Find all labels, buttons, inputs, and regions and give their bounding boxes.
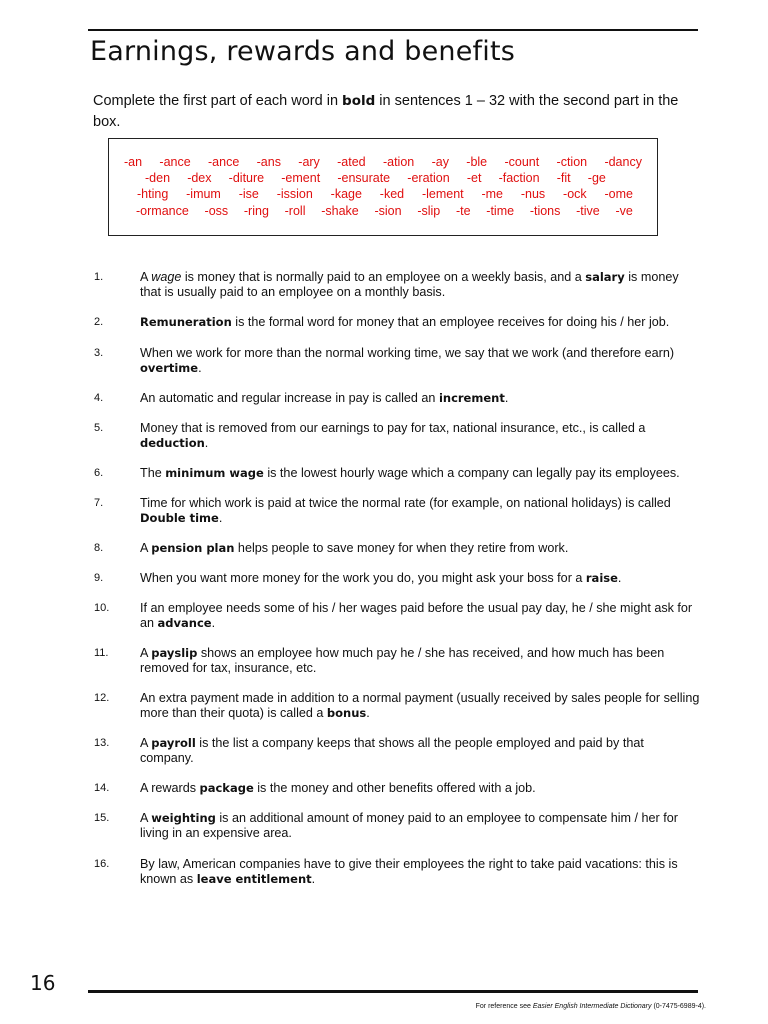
- question-text: [140, 496, 700, 526]
- question-number: 6.: [94, 467, 104, 479]
- word-ending: -ome: [604, 187, 633, 201]
- reference-pre: For reference see: [475, 1003, 533, 1010]
- reference-footer: [476, 1003, 706, 1010]
- word-ending: -shake: [321, 204, 359, 218]
- key-term: bonus: [326, 706, 367, 720]
- word-ending: -dex: [187, 171, 212, 185]
- key-term: weighting: [151, 811, 216, 825]
- word-ending: -ble: [466, 155, 488, 169]
- word-ending: -te: [455, 204, 471, 218]
- word-ending: -tions: [529, 204, 561, 218]
- word-ending: -ans: [256, 155, 281, 169]
- question-text: [140, 315, 700, 330]
- word-ending: -count: [504, 155, 540, 169]
- word-ending: -dancy: [604, 155, 642, 169]
- bottom-rule: [88, 990, 698, 993]
- word-ending: -ance: [208, 155, 240, 169]
- key-term: leave entitlement: [196, 872, 312, 886]
- reference-dictionary-title: Easier English Intermediate Dictionary: [532, 1003, 652, 1010]
- question-number: 8.: [94, 542, 104, 554]
- question-text-part: A: [140, 541, 152, 555]
- word-ending: -ance: [159, 155, 191, 169]
- word-ending: -eration: [407, 171, 450, 185]
- question-text-part: By law, American companies have to give their employees the right to take paid vacations: this is known as: [140, 857, 678, 886]
- word-ending: -tive: [576, 204, 600, 218]
- word-ending: -hting: [137, 187, 169, 201]
- question-text: [140, 691, 700, 721]
- word-ending: -ission: [276, 187, 313, 201]
- question-text: [140, 857, 700, 887]
- key-term: advance: [157, 616, 212, 630]
- page-title: Earnings, rewards and benefits: [90, 36, 516, 67]
- question-text-part: is money that is normally paid to an employee on a weekly basis, and a: [181, 270, 586, 284]
- word-ending: -me: [481, 187, 504, 201]
- question-text-part: A: [140, 736, 152, 750]
- word-ending: -ise: [238, 187, 259, 201]
- word-ending: -ock: [563, 187, 587, 201]
- word-ending-row: [145, 171, 606, 187]
- question-text-part: A: [140, 646, 152, 660]
- question-text-part: is an additional amount of money paid to an employee to compensate him / her for living in an expensive area.: [140, 811, 678, 840]
- question-text: [140, 646, 700, 676]
- word-ending: -an: [124, 155, 143, 169]
- question-text: [140, 270, 700, 300]
- word-ending: -ary: [298, 155, 320, 169]
- key-term: Double time: [140, 511, 219, 525]
- question-text-part: is money that is usually paid to an employee on a monthly basis.: [140, 270, 679, 299]
- question-text-part: .: [211, 616, 216, 630]
- word-ending: -roll: [284, 204, 306, 218]
- question-text-part: An automatic and regular increase in pay is called an: [140, 391, 439, 405]
- question-text: [140, 466, 700, 481]
- key-term: overtime: [140, 361, 199, 375]
- key-term: raise: [585, 571, 618, 585]
- key-term: increment: [438, 391, 505, 405]
- top-rule: [88, 29, 698, 31]
- key-term: minimum wage: [165, 466, 264, 480]
- word-ending: -et: [466, 171, 482, 185]
- question-text-part: .: [504, 391, 509, 405]
- question-text-part: is the formal word for money that an employee receives for doing his / her job.: [231, 315, 670, 329]
- word-ending: -ction: [556, 155, 588, 169]
- question-text: [140, 421, 700, 451]
- question-text-part: .: [366, 706, 370, 720]
- question-text-part: .: [198, 361, 202, 375]
- question-text-part: The: [140, 466, 166, 480]
- question-text-part: .: [218, 511, 223, 525]
- page-number: 16: [30, 971, 56, 995]
- question-text-part: helps people to save money for when they retire from work.: [234, 541, 569, 555]
- question-text: [140, 571, 700, 586]
- word-ending: -fit: [556, 171, 571, 185]
- word-ending: -ement: [281, 171, 321, 185]
- question-text: [140, 391, 700, 406]
- key-term: package: [199, 781, 254, 795]
- question-text-part: A: [140, 811, 152, 825]
- word-ending: -ge: [587, 171, 606, 185]
- question-number: 10.: [94, 602, 110, 614]
- key-term: payslip: [151, 646, 198, 660]
- word-ending: -ation: [382, 155, 415, 169]
- question-number: 11.: [94, 647, 109, 659]
- question-number: 16.: [94, 858, 110, 870]
- word-ending: -faction: [498, 171, 540, 185]
- question-number: 2.: [94, 316, 104, 328]
- question-text: [140, 541, 700, 556]
- word-ending: -imum: [186, 187, 221, 201]
- question-number: 1.: [94, 271, 104, 283]
- question-text-part: If an employee needs some of his / her wages paid before the usual pay day, he / she might ask for an: [140, 601, 693, 630]
- question-text: [140, 346, 700, 376]
- word-ending: -ked: [379, 187, 405, 201]
- question-text-part: .: [204, 436, 209, 450]
- question-text: [140, 811, 700, 841]
- italic-term: wage: [151, 270, 182, 284]
- question-text-part: Time for which work is paid at twice the normal rate (for example, on national holidays) is called: [140, 496, 671, 510]
- question-text-part: Money that is removed from our earnings to pay for tax, national insurance, etc., is called a: [140, 421, 646, 435]
- instructions-post: in sentences 1 – 32 with the second part in the box.: [93, 93, 679, 130]
- question-number: 7.: [94, 497, 104, 509]
- word-ending: -ring: [243, 204, 269, 218]
- word-ending-row: [124, 155, 642, 171]
- instructions-bold-word: bold: [342, 93, 376, 109]
- word-ending: -sion: [374, 204, 402, 218]
- question-text-part: A rewards: [140, 781, 200, 795]
- question-text-part: When you want more money for the work you do, you might ask your boss for a: [140, 571, 586, 585]
- question-text-part: is the list a company keeps that shows all the people employed and paid by that company.: [140, 736, 644, 765]
- word-ending: -ated: [337, 155, 366, 169]
- word-ending: -oss: [204, 204, 229, 218]
- word-ending: -ormance: [136, 204, 189, 218]
- instructions-pre: Complete the first part of each word in: [93, 93, 343, 109]
- question-text-part: .: [311, 872, 316, 886]
- question-text-part: is the money and other benefits offered with a job.: [253, 781, 536, 795]
- word-ending: -diture: [228, 171, 265, 185]
- word-ending: -time: [486, 204, 515, 218]
- word-ending: -ay: [431, 155, 449, 169]
- question-text: [140, 781, 700, 796]
- word-ending: -ensurate: [337, 171, 391, 185]
- question-number: 13.: [94, 737, 110, 749]
- question-text-part: A: [140, 270, 152, 284]
- question-number: 4.: [94, 392, 104, 404]
- word-ending: -slip: [417, 204, 441, 218]
- question-number: 9.: [94, 572, 104, 584]
- word-ending-box: [108, 138, 658, 236]
- key-term: payroll: [151, 736, 196, 750]
- instructions: [93, 91, 705, 133]
- word-ending: -ve: [615, 204, 633, 218]
- word-ending-row: [136, 204, 633, 220]
- key-term: deduction: [140, 436, 205, 450]
- word-ending: -den: [145, 171, 171, 185]
- question-number: 5.: [94, 422, 104, 434]
- question-text-part: .: [617, 571, 622, 585]
- question-text: [140, 601, 700, 631]
- key-term: Remuneration: [140, 315, 232, 329]
- question-text: [140, 736, 700, 766]
- question-number: 12.: [94, 692, 110, 704]
- word-ending: -lement: [421, 187, 464, 201]
- question-text-part: is the lowest hourly wage which a company can legally pay its employees.: [263, 466, 680, 480]
- key-term: pension plan: [151, 541, 235, 555]
- question-text-part: When we work for more than the normal working time, we say that we work (and therefore earn): [140, 346, 675, 360]
- word-ending: -kage: [330, 187, 362, 201]
- word-ending-row: [137, 187, 633, 203]
- reference-post: (0-7475-6989-4).: [651, 1003, 706, 1010]
- question-number: 3.: [94, 347, 104, 359]
- question-number: 15.: [94, 812, 110, 824]
- question-number: 14.: [94, 782, 110, 794]
- word-ending: -nus: [520, 187, 546, 201]
- key-term: salary: [585, 270, 625, 284]
- question-text-part: An extra payment made in addition to a normal payment (usually received by sales people for selling more than their quota) is called a: [140, 691, 700, 720]
- question-text-part: shows an employee how much pay he / she has received, and how much has been removed for tax, insurance, etc.: [140, 646, 665, 675]
